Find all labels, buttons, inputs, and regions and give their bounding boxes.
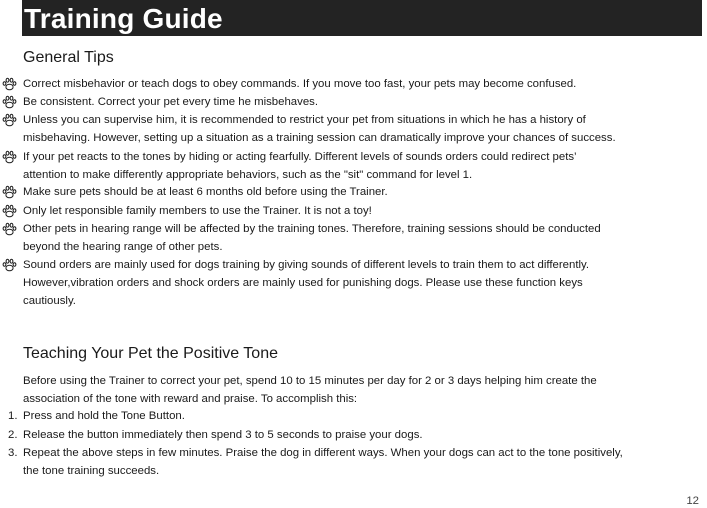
step-line: Release the button immediately then spend 3 to 5 seconds to praise your dogs. [23,429,423,441]
tip-line: Unless you can supervise him, it is recommended to restrict your pet from situations in which he has a history of [23,114,586,126]
paw-print-icon [0,258,18,272]
teaching-heading: Teaching Your Pet the Positive Tone [23,345,278,362]
paw-print-icon [0,150,18,164]
step-number: 3. [8,447,18,459]
tip-line: Make sure pets should be at least 6 months old before using the Trainer. [23,186,388,198]
teaching-intro-line: Before using the Trainer to correct your pet, spend 10 to 15 minutes per day for 2 or 3 days helping him create the [23,375,597,387]
tip-line: If your pet reacts to the tones by hiding or acting fearfully. Different levels of sounds orders could redirect pets’ [23,151,577,163]
paw-print-icon [0,77,18,91]
step-line: Press and hold the Tone Button. [23,410,185,422]
paw-print-icon [0,113,18,127]
tip-line: beyond the hearing range of other pets. [23,241,223,253]
title-bar [22,0,702,36]
tip-line: Sound orders are mainly used for dogs training by giving sounds of different levels to train them to act differently. [23,259,590,271]
tip-line: Correct misbehavior or teach dogs to obey commands. If you move too fast, your pets may become confused. [23,78,577,90]
tip-line: Be consistent. Correct your pet every time he misbehaves. [23,96,319,108]
paw-print-icon [0,204,18,218]
teaching-intro-line: association of the tone with reward and praise. To accomplish this: [23,393,358,405]
step-line: Repeat the above steps in few minutes. Praise the dog in different ways. When your dogs can act to the tone positively, [23,447,623,459]
page-title: Training Guide [24,3,223,34]
step-number: 2. [8,429,18,441]
tip-line: cautiously. [23,295,76,307]
tip-line: However,vibration orders and shock orders are mainly used for punishing dogs. Please use these function keys [23,277,583,289]
tip-line: Other pets in hearing range will be affected by the training tones. Therefore, training sessions should be conducted [23,223,601,235]
paw-print-icon [0,222,18,236]
tip-line: Only let responsible family members to use the Trainer. It is not a toy! [23,205,372,217]
page-number: 12 [686,495,699,507]
tip-line: misbehaving. However, setting up a situation as a training session can dramatically improve your chances of success. [23,132,616,144]
step-number: 1. [8,410,18,422]
paw-print-icon [0,95,18,109]
general-tips-heading: General Tips [23,49,114,66]
paw-print-icon [0,185,18,199]
tip-line: attention to make differently appropriate behaviors, such as the "sit" command for level 1. [23,169,473,181]
step-line: the tone training succeeds. [23,465,160,477]
